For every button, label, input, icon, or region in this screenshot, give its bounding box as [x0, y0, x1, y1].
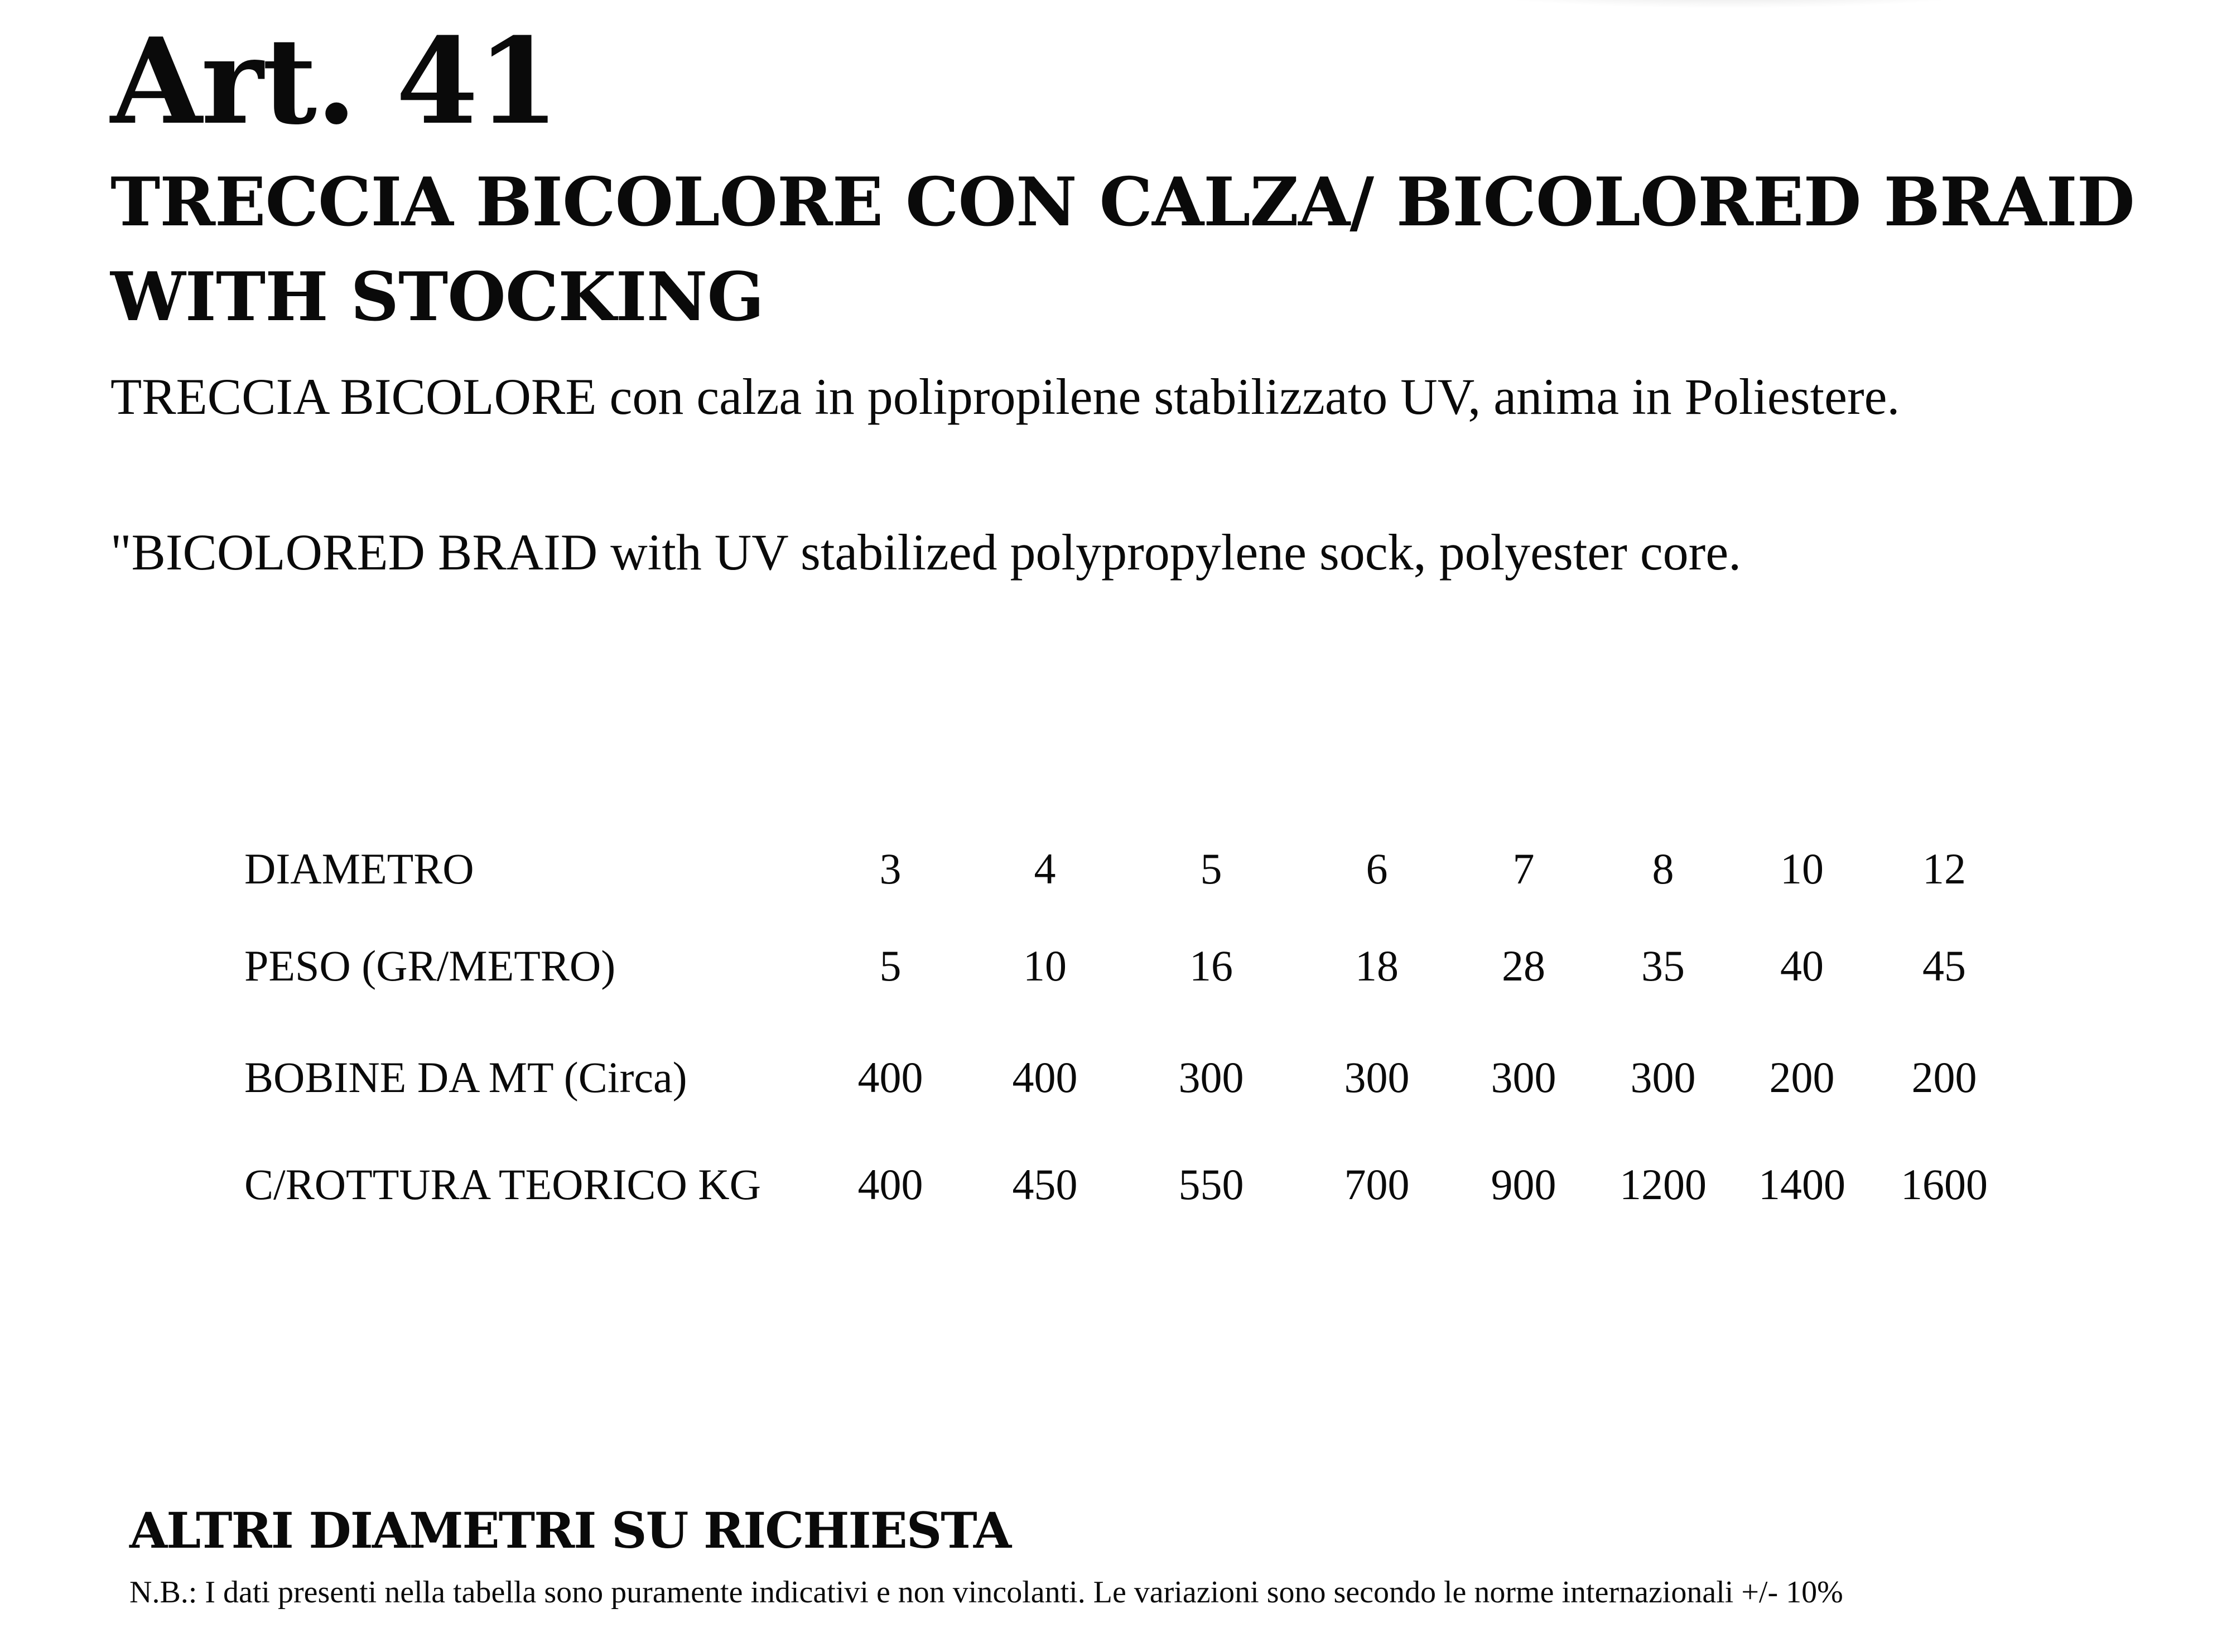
table-cell: 18 — [1355, 941, 1399, 990]
table-cell: 16 — [1189, 941, 1233, 990]
table-cell: 450 — [1012, 1160, 1078, 1209]
table-cell: 400 — [1012, 1053, 1078, 1102]
table-row-carico-rottura — [244, 1131, 2023, 1238]
table-cell: 5 — [879, 941, 902, 990]
table-cell: 1600 — [1901, 1160, 1988, 1209]
table-cell: 300 — [1344, 1053, 1410, 1102]
table-cell: 35 — [1641, 941, 1685, 990]
other-diameters-heading: ALTRI DIAMETRI SU RICHIESTA — [129, 1501, 1011, 1559]
table-cell: 28 — [1502, 941, 1545, 990]
table-cell: 700 — [1344, 1160, 1410, 1209]
table-cell: 4 — [1034, 844, 1056, 893]
table-cell: 10 — [1023, 941, 1067, 990]
description-english: "BICOLORED BRAID with UV stabilized polypropylene sock, polyester core. — [110, 524, 1742, 581]
description-italian: TRECCIA BICOLORE con calza in polipropilene stabilizzato UV, anima in Poliestere. — [110, 368, 1900, 425]
table-cell: 45 — [1922, 941, 1966, 990]
table-row-diametro — [244, 830, 2023, 908]
table-cell: 40 — [1780, 941, 1824, 990]
table-row-peso — [244, 908, 2023, 1024]
table-cell: 900 — [1491, 1160, 1556, 1209]
top-edge-shadow — [1478, 0, 1980, 8]
table-cell: 300 — [1178, 1053, 1244, 1102]
table-cell: 6 — [1366, 844, 1388, 893]
table-cell: 400 — [857, 1053, 923, 1102]
table-cell: 300 — [1630, 1053, 1696, 1102]
table-cell: 550 — [1178, 1160, 1244, 1209]
table-cell: 8 — [1652, 844, 1674, 893]
table-cell: 1400 — [1758, 1160, 1845, 1209]
table-cell: 5 — [1200, 844, 1222, 893]
table-cell: 200 — [1769, 1053, 1835, 1102]
table-cell: 1200 — [1620, 1160, 1707, 1209]
row-label: BOBINE DA MT (Circa) — [244, 1053, 687, 1102]
table-cell: 3 — [879, 844, 902, 893]
table-cell: 200 — [1911, 1053, 1977, 1102]
row-label: C/ROTTURA TEORICO KG — [244, 1160, 761, 1209]
article-number: Art. 41 — [110, 12, 558, 151]
disclaimer-note: N.B.: I dati presenti nella tabella sono puramente indicativi e non vincolanti. Le variazioni sono secondo le norme internazionali +/- 10% — [129, 1575, 1843, 1610]
row-label: PESO (GR/METRO) — [244, 941, 616, 990]
row-label: DIAMETRO — [244, 844, 474, 893]
table-cell: 10 — [1780, 844, 1824, 893]
specifications-table — [244, 830, 2023, 1238]
table-cell: 7 — [1512, 844, 1535, 893]
table-cell: 400 — [857, 1160, 923, 1209]
table-cell: 300 — [1491, 1053, 1556, 1102]
table-row-bobine — [244, 1024, 2023, 1131]
table-cell: 12 — [1922, 844, 1966, 893]
product-title: TRECCIA BICOLORE CON CALZA/ BICOLORED BRAID WITH STOCKING — [110, 163, 2134, 336]
